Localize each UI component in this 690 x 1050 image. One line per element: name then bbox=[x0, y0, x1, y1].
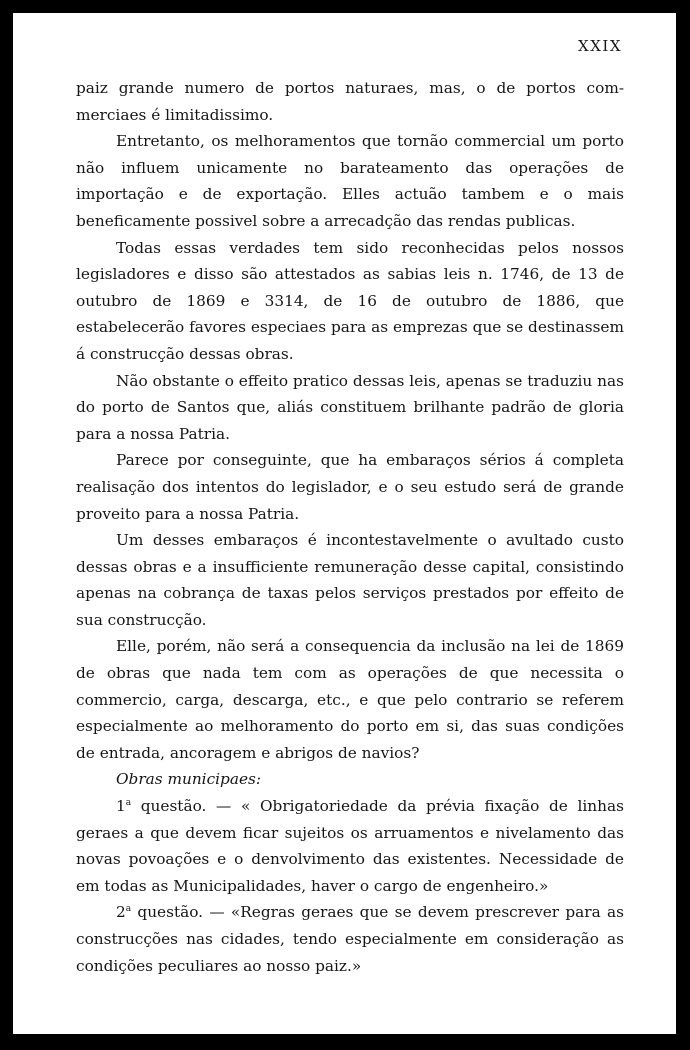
question-ordinal: a bbox=[125, 904, 132, 915]
question-ordinal: a bbox=[125, 797, 132, 808]
question-label: questão. bbox=[137, 903, 204, 922]
question-2 bbox=[76, 899, 624, 979]
paragraph: Um desses embaraços é incontestavelmente o avultado custo dessas obras e a insufficiente remuneração desse capital, consistindo apenas na cobrança de taxas pelos serviços prestados por effeito de sua construcção. bbox=[76, 531, 624, 629]
question-label: questão. bbox=[140, 797, 207, 816]
paragraph: Elle, porém, não será a consequencia da inclusão na lei de 1869 de obras que nada tem com as operações de que necessita o commercio, carga, descarga, etc., e que pelo contrario se referem especialmente ao melhoramento do porto em si, das suas condições de entrada, ancoragem e abrigos de navios? bbox=[76, 637, 624, 762]
page-body bbox=[76, 75, 624, 979]
paragraph: Entretanto, os melhoramentos que tornão commercial um porto não influem unicamente no barateamento das operações de importação e de exportação. Elles actuão tambem e o mais beneficamente possivel sobre a arrecadção das rendas publicas. bbox=[76, 132, 624, 230]
question-text: — « Obrigatoriedade da prévia fixação de linhas geraes a que devem ficar sujeitos os arruamentos e nivelamento das novas povoações e o denvolvimento das existentes. Necessidade de em todas as Municipalidades, haver o cargo de engenheiro.» bbox=[76, 797, 624, 895]
question-text: — «Regras geraes que se devem prescrever para as construcções nas cidades, tendo especialmente em consideração as condições peculiares ao nosso paiz.» bbox=[76, 903, 624, 975]
paragraph: Parece por conseguinte, que ha embaraços sérios á completa realisação dos intentos do legislador, e o seu estudo será de grande proveito para a nossa Patria. bbox=[76, 451, 624, 523]
paragraph: Todas essas verdades tem sido reconhecidas pelos nossos legisladores e disso são attestados as sabias leis n. 1746, de 13 de outubro de 1869 e 3314, de 16 de outubro de 1886, que estabelecerão favores especiaes para as emprezas que se destinassem á construcção dessas obras. bbox=[76, 238, 624, 363]
page-number: XXIX bbox=[578, 37, 622, 55]
section-title: Obras municipaes: bbox=[116, 770, 262, 789]
question-1 bbox=[76, 793, 624, 899]
paragraph: paiz grande numero de portos naturaes, mas, o de portos commerciaes é limitadissimo. bbox=[76, 79, 624, 124]
book-page bbox=[13, 13, 676, 1034]
question-number: 2 bbox=[116, 903, 126, 922]
question-number: 1 bbox=[116, 797, 126, 816]
paragraph: Não obstante o effeito pratico dessas leis, apenas se traduziu nas do porto de Santos que, aliás constituem brilhante padrão de gloria para a nossa Patria. bbox=[76, 371, 624, 443]
